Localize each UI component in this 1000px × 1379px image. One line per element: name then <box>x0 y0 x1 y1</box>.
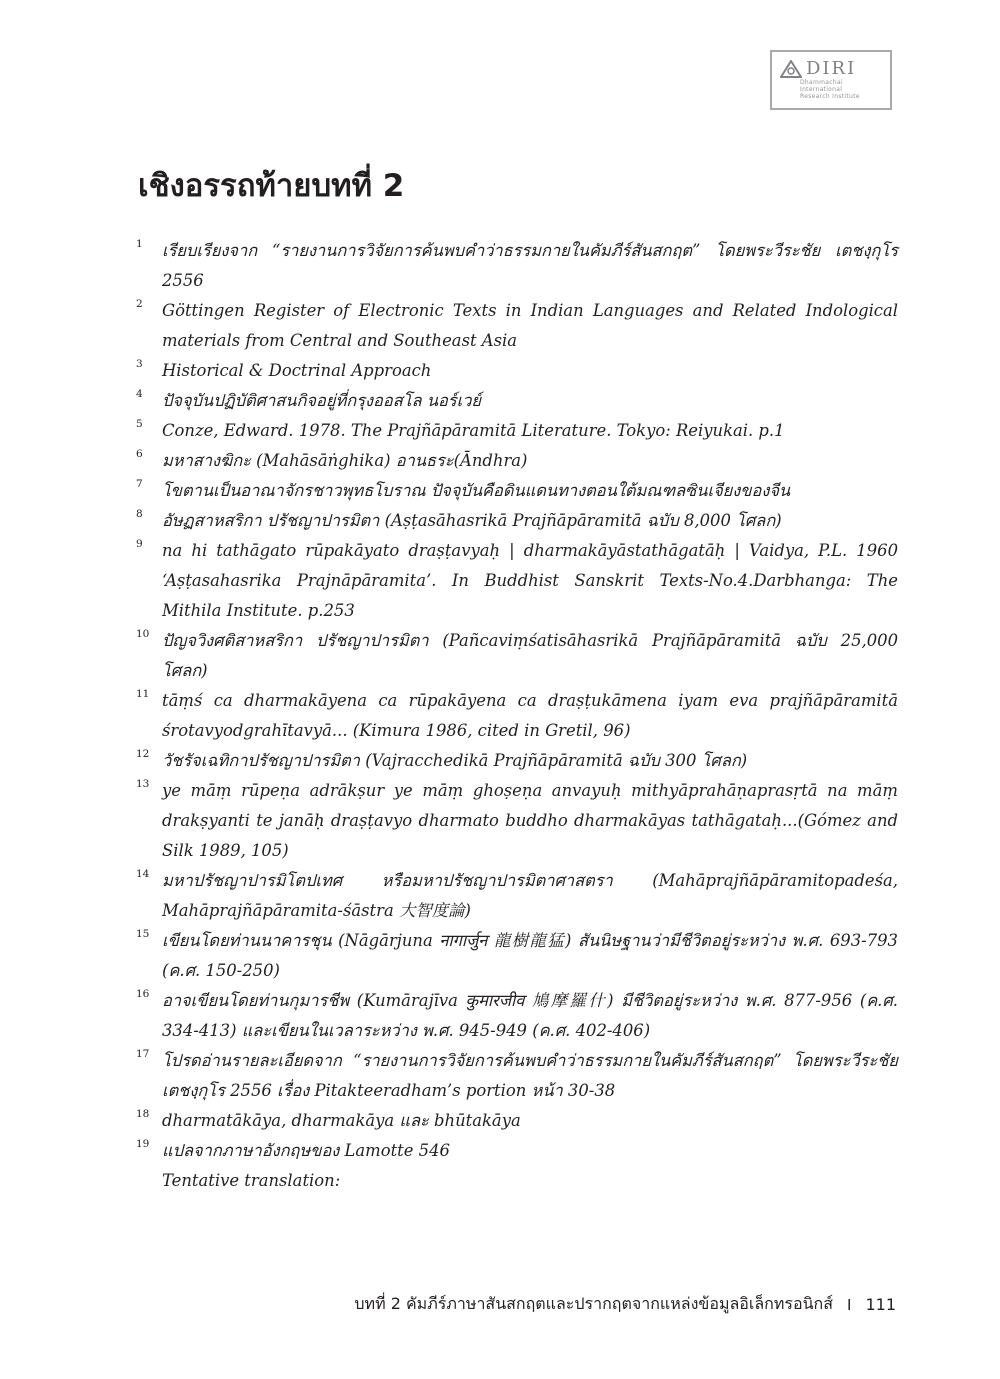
footnote-text: เขียนโดยท่านนาคารชุน (Nāgārjuna नागार्जुन 龍樹龍猛) สันนิษฐานว่ามีชีวิตอยู่ระหว่าง พ.ศ. 693-793 (ค.ศ. 150-250) <box>162 931 898 980</box>
logo-acronym: DIRI <box>806 58 857 79</box>
footnote-item <box>136 236 898 296</box>
footnote-item <box>136 746 898 776</box>
footnote-item <box>136 476 898 506</box>
footnote-number: 11 <box>136 688 150 700</box>
footnote-number: 9 <box>136 538 143 550</box>
page-title: เชิงอรรถท้ายบทที่ 2 <box>138 168 405 204</box>
footnote-number: 5 <box>136 418 143 430</box>
footnote-item <box>136 866 898 926</box>
logo-fullname: Dhammachai International Research Institute <box>800 79 860 100</box>
footnote-number: 19 <box>136 1138 150 1150</box>
footnote-item <box>136 296 898 356</box>
footnote-text: วัชรัจเฉทิกาปรัชญาปารมิตา (Vajracchedikā Prajñāpāramitā ฉบับ 300 โศลก) <box>162 751 748 770</box>
footnote-text: อัษฏสาหสริกา ปรัชญาปารมิตา (Aṣṭasāhasrikā Prajñāpāramitā ฉบับ 8,000 โศลก) <box>162 511 782 530</box>
footnote-item <box>136 356 898 386</box>
footnote-text: แปลจากภาษาอังกฤษของ Lamotte 546 <box>162 1141 450 1160</box>
footnote-text: na hi tathāgato rūpakāyato draṣṭavyaḥ | dharmakāyāstathāgatāḥ | Vaidya, P.L. 1960 ‘Aṣṭasahasrika Prajnāpāramita’. In Buddhist Sanskrit Texts-No.4.Darbhanga: The Mithila Institute. p.253 <box>162 541 898 620</box>
footnote-number: 16 <box>136 988 150 1000</box>
footnote-text: โขตานเป็นอาณาจักรชาวพุทธโบราณ ปัจจุบันคือดินแดนทางตอนใต้มณฑลซินเจียงของจีน <box>162 481 791 500</box>
footnote-item <box>136 1046 898 1106</box>
footnote-text: tāṃś ca dharmakāyena ca rūpakāyena ca draṣṭukāmena iyam eva prajñāpāramitā śrotavyodgrahītavyā... (Kimura 1986, cited in Gretil, 96) <box>162 691 898 740</box>
footnote-text: dharmatākāya, dharmakāya และ bhūtakāya <box>162 1111 521 1130</box>
footnote-text: มหาปรัชญาปารมิโตปเทศ หรือมหาปรัชญาปารมิตาศาสตรา (Mahāprajñāpāramitopadeśa, Mahāprajñāpāramita-śāstra 大智度論) <box>162 871 898 920</box>
footnote-text: มหาสางฆิกะ (Mahāsāṅghika) อานธระ(Āndhra) <box>162 451 528 470</box>
footnote-number: 15 <box>136 928 150 940</box>
footer-separator: I <box>847 1295 852 1314</box>
diri-logo <box>770 50 892 110</box>
footnote-number: 1 <box>136 238 143 250</box>
footnote-text: Göttingen Register of Electronic Texts in Indian Languages and Related Indological materials from Central and Southeast Asia <box>162 301 898 350</box>
footnote-item <box>136 776 898 866</box>
footer-chapter-title: บทที่ 2 คัมภีร์ภาษาสันสกฤตและปรากฤตจากแหล่งข้อมูลอิเล็กทรอนิกส์ <box>354 1294 834 1313</box>
footnote-item <box>136 986 898 1046</box>
footnote-item <box>136 386 898 416</box>
footnote-number: 4 <box>136 388 143 400</box>
footnote-text: อาจเขียนโดยท่านกุมารชีพ (Kumārajīva कुमारजीव 鳩摩羅什) มีชีวิตอยู่ระหว่าง พ.ศ. 877-956 (ค.ศ. 334-413) และเขียนในเวลาระหว่าง พ.ศ. 945-949 (ค.ศ. 402-406) <box>162 991 898 1040</box>
footnote-item <box>136 536 898 626</box>
footnote-item <box>136 1136 898 1166</box>
footnote-text: โปรดอ่านรายละเอียดจาก “รายงานการวิจัยการค้นพบคำว่าธรรมกายในคัมภีร์สันสกฤต” โดยพระวีระชัย เตชงฺกุโร 2556 เรื่อง Pitakteeradham’s portion หน้า 30-38 <box>162 1051 898 1100</box>
footnote-number: 12 <box>136 748 150 760</box>
footnote-text: เรียบเรียงจาก “รายงานการวิจัยการค้นพบคำว่าธรรมกายในคัมภีร์สันสกฤต” โดยพระวีระชัย เตชงฺกุโร 2556 <box>162 241 898 290</box>
footnote-number: 8 <box>136 508 143 520</box>
footnote-number: 14 <box>136 868 150 880</box>
footnote-text: ปัจจุบันปฏิบัติศาสนกิจอยู่ที่กรุงออสโล นอร์เวย์ <box>162 391 482 410</box>
footnote-number: 7 <box>136 478 143 490</box>
tentative-translation-label: Tentative translation: <box>162 1171 341 1190</box>
footnote-text: Historical & Doctrinal Approach <box>162 361 432 380</box>
footnote-text: Conze, Edward. 1978. The Prajñāpāramitā Literature. Tokyo: Reiyukai. p.1 <box>162 421 785 440</box>
page-number: 111 <box>865 1295 896 1314</box>
footnote-item <box>136 416 898 446</box>
footnote-item <box>136 686 898 746</box>
footnote-number: 10 <box>136 628 150 640</box>
footnote-list <box>136 236 898 1196</box>
footnote-number: 18 <box>136 1108 150 1120</box>
footnote-number: 6 <box>136 448 143 460</box>
footnote-continuation <box>136 1166 898 1196</box>
footnote-item <box>136 446 898 476</box>
footnote-item <box>136 626 898 686</box>
diri-emblem-icon <box>780 60 802 78</box>
footnote-number: 2 <box>136 298 143 310</box>
footnote-item <box>136 926 898 986</box>
footnote-item <box>136 506 898 536</box>
footnote-number: 3 <box>136 358 143 370</box>
footnote-number: 13 <box>136 778 150 790</box>
page-footer <box>354 1292 896 1317</box>
footnote-item <box>136 1106 898 1136</box>
footnote-text: ปัญจวิงศติสาหสริกา ปรัชญาปารมิตา (Pañcaviṃśatisāhasrikā Prajñāpāramitā ฉบับ 25,000 โศลก) <box>162 631 898 680</box>
footnote-text: ye māṃ rūpeṇa adrākṣur ye māṃ ghoṣeṇa anvayuḥ mithyāprahāṇaprasṛtā na māṃ drakṣyanti te janāḥ draṣṭavyo dharmato buddho dharmakāyas tathāgataḥ...(Gómez and Silk 1989, 105) <box>162 781 898 860</box>
footnote-number: 17 <box>136 1048 150 1060</box>
